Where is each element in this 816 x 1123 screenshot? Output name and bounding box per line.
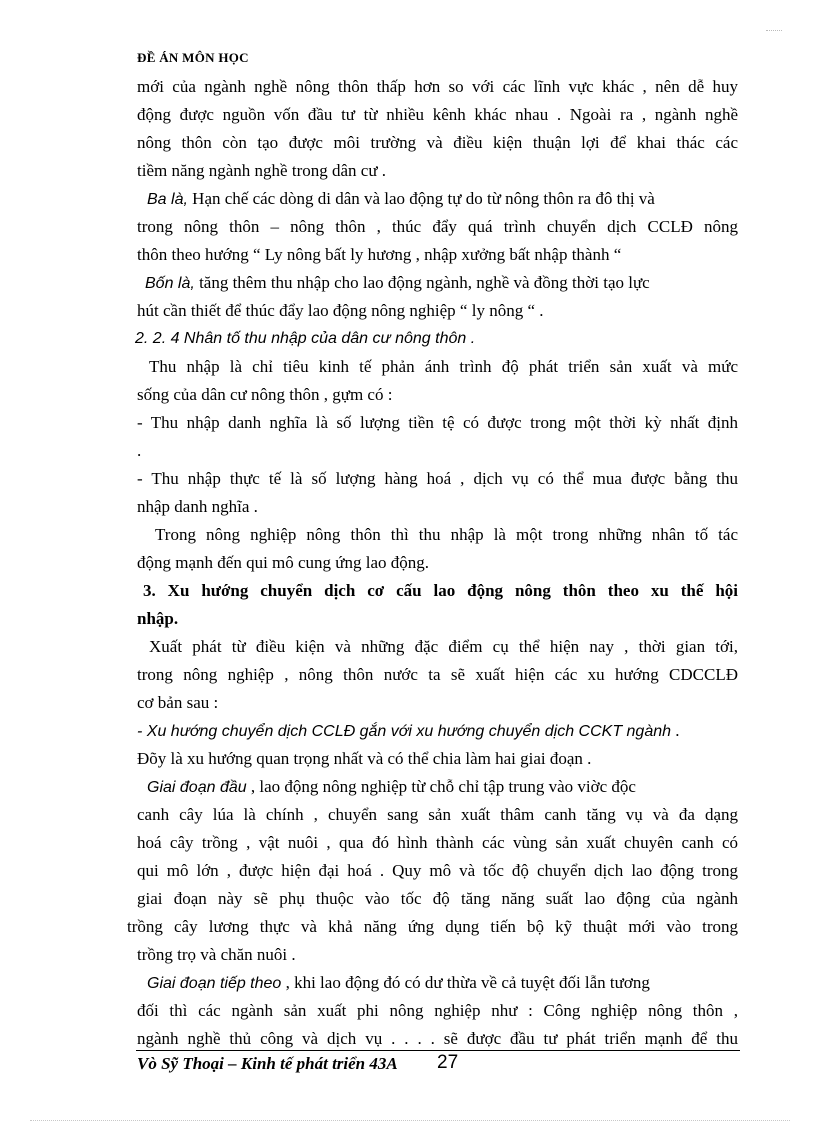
- text-line: cơ bản sau :: [137, 693, 219, 712]
- page-corner-mark: [766, 30, 782, 47]
- text-line: .: [137, 441, 142, 460]
- section-heading-3-cont: nhập.: [137, 609, 179, 628]
- text-line: sống của dân cư nông thôn , gựm có :: [137, 385, 393, 404]
- page-border-bottom: [30, 1120, 790, 1121]
- text-line: ngành nghề thủ công và dịch vụ . . . . sẽ được đầu tư phát triển mạnh để thu: [137, 1029, 738, 1048]
- bon-la-lead: Bốn là,: [145, 275, 195, 292]
- text-line: trồng trọ và chăn nuôi .: [137, 945, 296, 964]
- bullet-xu-huong: [137, 721, 680, 742]
- text-line: Trong nông nghiệp nông thôn thì thu nhập là một trong những nhân tố tác: [155, 525, 738, 544]
- footer-author: Vò Sỹ Thoại – Kinh tế phát triển 43A: [137, 1054, 398, 1073]
- text-line: giai đoạn này sẽ phụ thuộc vào tốc độ tăng năng suất lao động của ngành: [137, 889, 738, 908]
- text-line: nhập danh nghĩa .: [137, 497, 258, 516]
- text-line: qui mô lớn , được hiện đại hoá . Quy mô và tốc độ chuyển dịch lao động trong: [137, 861, 738, 880]
- giai-doan-dau-line-1: [147, 777, 738, 798]
- text-line: mới của ngành nghề nông thôn thấp hơn so với các lĩnh vực khác , nên dễ huy: [137, 77, 738, 96]
- text-line: Thu nhập là chỉ tiêu kinh tế phản ánh trình độ phát triển sản xuất và mức: [149, 357, 738, 376]
- paragraph-bon-la-line-1: [145, 273, 738, 294]
- giai-doan-tiep-rest: , khi lao động đó có dư thừa về cả tuyệt đối lẫn tương: [281, 973, 650, 992]
- bullet-xu-huong-tail: .: [671, 721, 680, 740]
- page-number: 27: [437, 1052, 459, 1073]
- text-line: trong nông thôn – nông thôn , thúc đẩy quá trình chuyển dịch CCLĐ nông: [137, 217, 738, 236]
- giai-doan-dau-lead: Giai đoạn đầu: [147, 779, 247, 796]
- giai-doan-tiep-lead: Giai đoạn tiếp theo: [147, 975, 282, 992]
- header-title: ĐỀ ÁN MÔN HỌC: [137, 50, 249, 65]
- footer-rule: [136, 1050, 740, 1051]
- section-heading-3: 3. Xu hướng chuyển dịch cơ cấu lao động nông thôn theo xu thế hội: [143, 581, 738, 600]
- bullet-xu-huong-italic: - Xu hướng chuyển dịch CCLĐ gắn với xu hướng chuyển dịch CCKT ngành: [137, 723, 672, 740]
- text-line: động được nguồn vốn đầu tư từ nhiều kênh khác nhau . Ngoài ra , ngành nghề: [137, 105, 738, 124]
- giai-doan-dau-rest: , lao động nông nghiệp từ chỗ chỉ tập trung vào viờc độc: [246, 777, 636, 796]
- paragraph-ba-la-line-1: [147, 189, 738, 210]
- text-line: Đõy là xu hướng quan trọng nhất và có thể chia làm hai giai đoạn .: [137, 749, 592, 768]
- text-line: tiềm năng ngành nghề trong dân cư .: [137, 161, 387, 180]
- ba-la-lead: Ba là,: [147, 191, 188, 208]
- text-line: trồng cây lương thực và khả năng ứng dụng tiến bộ kỹ thuật mới vào trong: [127, 917, 738, 936]
- text-line: canh cây lúa là chính , chuyển sang sản xuất thâm canh tăng vụ và đa dạng: [137, 805, 738, 824]
- bullet-line: - Thu nhập thực tế là số lượng hàng hoá , dịch vụ có thể mua được bằng thu: [137, 469, 738, 488]
- text-line: hút cần thiết để thúc đẩy lao động nông nghiệp “ ly nông “ .: [137, 301, 544, 320]
- text-line: trong nông nghiệp , nông thôn nước ta sẽ xuất hiện các xu hướng CDCCLĐ: [137, 665, 738, 684]
- giai-doan-tiep-line-1: [147, 973, 738, 994]
- text-line: Xuất phát từ điều kiện và những đặc điểm cụ thể hiện nay , thời gian tới,: [149, 637, 738, 656]
- bon-la-rest: tăng thêm thu nhập cho lao động ngành, nghề và đồng thời tạo lực: [194, 273, 650, 292]
- text-line: hoá cây trồng , vật nuôi , qua đó hình thành các vùng sản xuất chuyên canh có: [137, 833, 738, 852]
- text-line: đối thì các ngành sản xuất phi nông nghiệp như : Công nghiệp nông thôn ,: [137, 1001, 738, 1020]
- bullet-line: - Thu nhập danh nghĩa là số lượng tiền tệ có được trong một thời kỳ nhất định: [137, 413, 738, 432]
- text-line: nông thôn còn tạo được môi trường và điều kiện thuận lợi để khai thác các: [137, 133, 738, 152]
- section-heading-2-2-4: 2. 2. 4 Nhân tố thu nhập của dân cư nông thôn .: [135, 330, 476, 347]
- text-line: động mạnh đến qui mô cung ứng lao động.: [137, 553, 430, 572]
- text-line: thôn theo hướng “ Ly nông bất ly hương , nhập xưởng bất nhập thành “: [137, 245, 622, 264]
- ba-la-rest: Hạn chế các dòng di dân và lao động tự do từ nông thôn ra đô thị và: [187, 189, 655, 208]
